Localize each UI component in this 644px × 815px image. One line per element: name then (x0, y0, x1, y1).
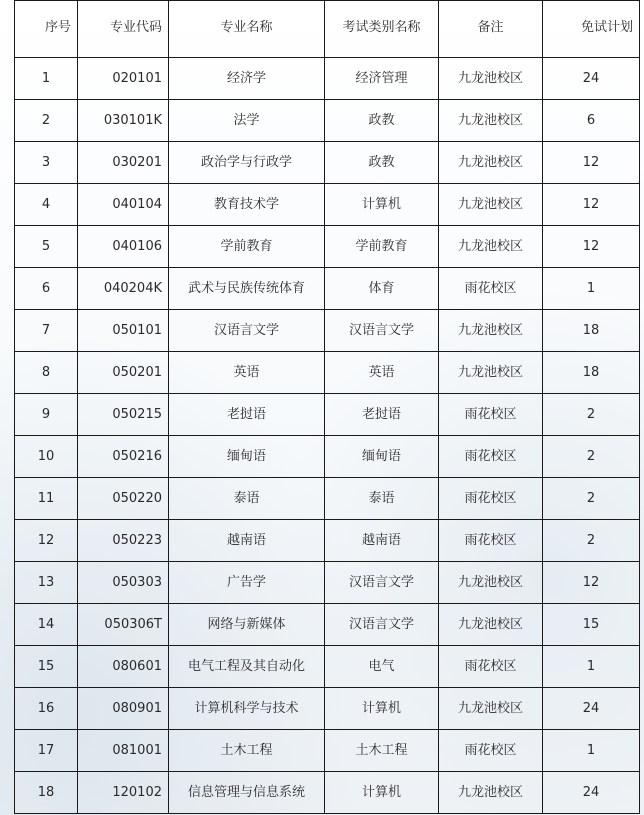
header-major-code: 专业代码 (78, 1, 169, 58)
cell-remark: 九龙池校区 (439, 604, 543, 646)
cell-exempt-plan: 18 (543, 352, 640, 394)
cell-exam-category: 学前教育 (325, 226, 439, 268)
cell-exam-category: 汉语言文学 (325, 562, 439, 604)
cell-major-code: 030101K (78, 100, 169, 142)
cell-major-code: 030201 (78, 142, 169, 184)
cell-seq: 17 (15, 730, 78, 772)
cell-seq: 5 (15, 226, 78, 268)
table-row (15, 436, 640, 478)
cell-seq: 16 (15, 688, 78, 730)
cell-exempt-plan: 24 (543, 688, 640, 730)
cell-exam-category: 土木工程 (325, 730, 439, 772)
cell-exempt-plan: 18 (543, 310, 640, 352)
cell-major-code: 050306T (78, 604, 169, 646)
table-row (15, 58, 640, 100)
header-exam-category: 考试类别名称 (325, 1, 439, 58)
table-row (15, 604, 640, 646)
cell-major-code: 050216 (78, 436, 169, 478)
cell-seq: 8 (15, 352, 78, 394)
cell-exempt-plan: 12 (543, 562, 640, 604)
cell-seq: 1 (15, 58, 78, 100)
cell-exam-category: 政教 (325, 142, 439, 184)
cell-seq: 4 (15, 184, 78, 226)
cell-remark: 雨花校区 (439, 520, 543, 562)
cell-exam-category: 越南语 (325, 520, 439, 562)
cell-major-name: 老挝语 (169, 394, 325, 436)
cell-remark: 九龙池校区 (439, 562, 543, 604)
header-major-name: 专业名称 (169, 1, 325, 58)
cell-exam-category: 计算机 (325, 688, 439, 730)
table-row (15, 184, 640, 226)
cell-seq: 18 (15, 772, 78, 814)
cell-seq: 15 (15, 646, 78, 688)
cell-remark: 九龙池校区 (439, 352, 543, 394)
cell-exam-category: 电气 (325, 646, 439, 688)
cell-exempt-plan: 12 (543, 184, 640, 226)
header-remark: 备注 (439, 1, 543, 58)
cell-major-name: 法学 (169, 100, 325, 142)
cell-major-code: 040204K (78, 268, 169, 310)
table-row (15, 688, 640, 730)
cell-exempt-plan: 1 (543, 646, 640, 688)
cell-major-name: 电气工程及其自动化 (169, 646, 325, 688)
cell-major-name: 政治学与行政学 (169, 142, 325, 184)
cell-remark: 雨花校区 (439, 478, 543, 520)
cell-remark: 九龙池校区 (439, 772, 543, 814)
cell-exempt-plan: 2 (543, 478, 640, 520)
cell-seq: 6 (15, 268, 78, 310)
cell-major-name: 学前教育 (169, 226, 325, 268)
cell-exempt-plan: 12 (543, 226, 640, 268)
cell-major-code: 080601 (78, 646, 169, 688)
header-row (15, 1, 640, 58)
cell-exam-category: 英语 (325, 352, 439, 394)
table-row (15, 226, 640, 268)
table-row (15, 100, 640, 142)
cell-major-code: 050201 (78, 352, 169, 394)
cell-major-code: 050223 (78, 520, 169, 562)
cell-exempt-plan: 15 (543, 604, 640, 646)
cell-major-code: 040104 (78, 184, 169, 226)
cell-seq: 14 (15, 604, 78, 646)
table-row (15, 142, 640, 184)
cell-exam-category: 汉语言文学 (325, 310, 439, 352)
table-row (15, 478, 640, 520)
cell-remark: 雨花校区 (439, 268, 543, 310)
cell-major-code: 020101 (78, 58, 169, 100)
cell-seq: 13 (15, 562, 78, 604)
cell-major-code: 120102 (78, 772, 169, 814)
cell-major-name: 土木工程 (169, 730, 325, 772)
cell-major-name: 经济学 (169, 58, 325, 100)
cell-seq: 11 (15, 478, 78, 520)
cell-remark: 雨花校区 (439, 436, 543, 478)
cell-remark: 九龙池校区 (439, 184, 543, 226)
cell-major-name: 汉语言文学 (169, 310, 325, 352)
cell-exam-category: 政教 (325, 100, 439, 142)
cell-major-code: 050101 (78, 310, 169, 352)
cell-exam-category: 缅甸语 (325, 436, 439, 478)
cell-remark: 雨花校区 (439, 394, 543, 436)
exemption-plan-table (14, 0, 640, 814)
cell-major-name: 广告学 (169, 562, 325, 604)
cell-exam-category: 经济管理 (325, 58, 439, 100)
cell-remark: 雨花校区 (439, 646, 543, 688)
cell-major-code: 040106 (78, 226, 169, 268)
cell-remark: 雨花校区 (439, 730, 543, 772)
cell-exam-category: 汉语言文学 (325, 604, 439, 646)
cell-seq: 3 (15, 142, 78, 184)
cell-major-name: 教育技术学 (169, 184, 325, 226)
cell-remark: 九龙池校区 (439, 142, 543, 184)
table-row (15, 730, 640, 772)
cell-remark: 九龙池校区 (439, 310, 543, 352)
table-row (15, 520, 640, 562)
cell-seq: 10 (15, 436, 78, 478)
cell-major-name: 信息管理与信息系统 (169, 772, 325, 814)
cell-exempt-plan: 1 (543, 268, 640, 310)
cell-seq: 2 (15, 100, 78, 142)
cell-remark: 九龙池校区 (439, 226, 543, 268)
cell-major-name: 武术与民族传统体育 (169, 268, 325, 310)
header-seq: 序号 (15, 1, 78, 58)
cell-exempt-plan: 24 (543, 58, 640, 100)
cell-major-code: 050215 (78, 394, 169, 436)
table-row (15, 310, 640, 352)
cell-major-code: 080901 (78, 688, 169, 730)
cell-exam-category: 泰语 (325, 478, 439, 520)
cell-major-code: 050303 (78, 562, 169, 604)
cell-exempt-plan: 2 (543, 436, 640, 478)
cell-exempt-plan: 24 (543, 772, 640, 814)
cell-major-name: 越南语 (169, 520, 325, 562)
cell-exam-category: 老挝语 (325, 394, 439, 436)
cell-exempt-plan: 1 (543, 730, 640, 772)
cell-exempt-plan: 12 (543, 142, 640, 184)
cell-seq: 7 (15, 310, 78, 352)
table-row (15, 394, 640, 436)
cell-major-code: 050220 (78, 478, 169, 520)
cell-seq: 12 (15, 520, 78, 562)
cell-major-code: 081001 (78, 730, 169, 772)
table-row (15, 646, 640, 688)
cell-major-name: 泰语 (169, 478, 325, 520)
table-row (15, 268, 640, 310)
cell-major-name: 缅甸语 (169, 436, 325, 478)
cell-remark: 九龙池校区 (439, 58, 543, 100)
cell-exam-category: 体育 (325, 268, 439, 310)
cell-seq: 9 (15, 394, 78, 436)
cell-remark: 九龙池校区 (439, 688, 543, 730)
table-row (15, 562, 640, 604)
cell-exempt-plan: 2 (543, 394, 640, 436)
cell-major-name: 网络与新媒体 (169, 604, 325, 646)
cell-major-name: 英语 (169, 352, 325, 394)
cell-remark: 九龙池校区 (439, 100, 543, 142)
cell-exam-category: 计算机 (325, 772, 439, 814)
table-row (15, 772, 640, 814)
table-header (15, 1, 640, 58)
table-body (15, 58, 640, 814)
cell-major-name: 计算机科学与技术 (169, 688, 325, 730)
table-row (15, 352, 640, 394)
header-exempt-plan: 免试计划 (543, 1, 640, 58)
cell-exempt-plan: 6 (543, 100, 640, 142)
cell-exempt-plan: 2 (543, 520, 640, 562)
cell-exam-category: 计算机 (325, 184, 439, 226)
